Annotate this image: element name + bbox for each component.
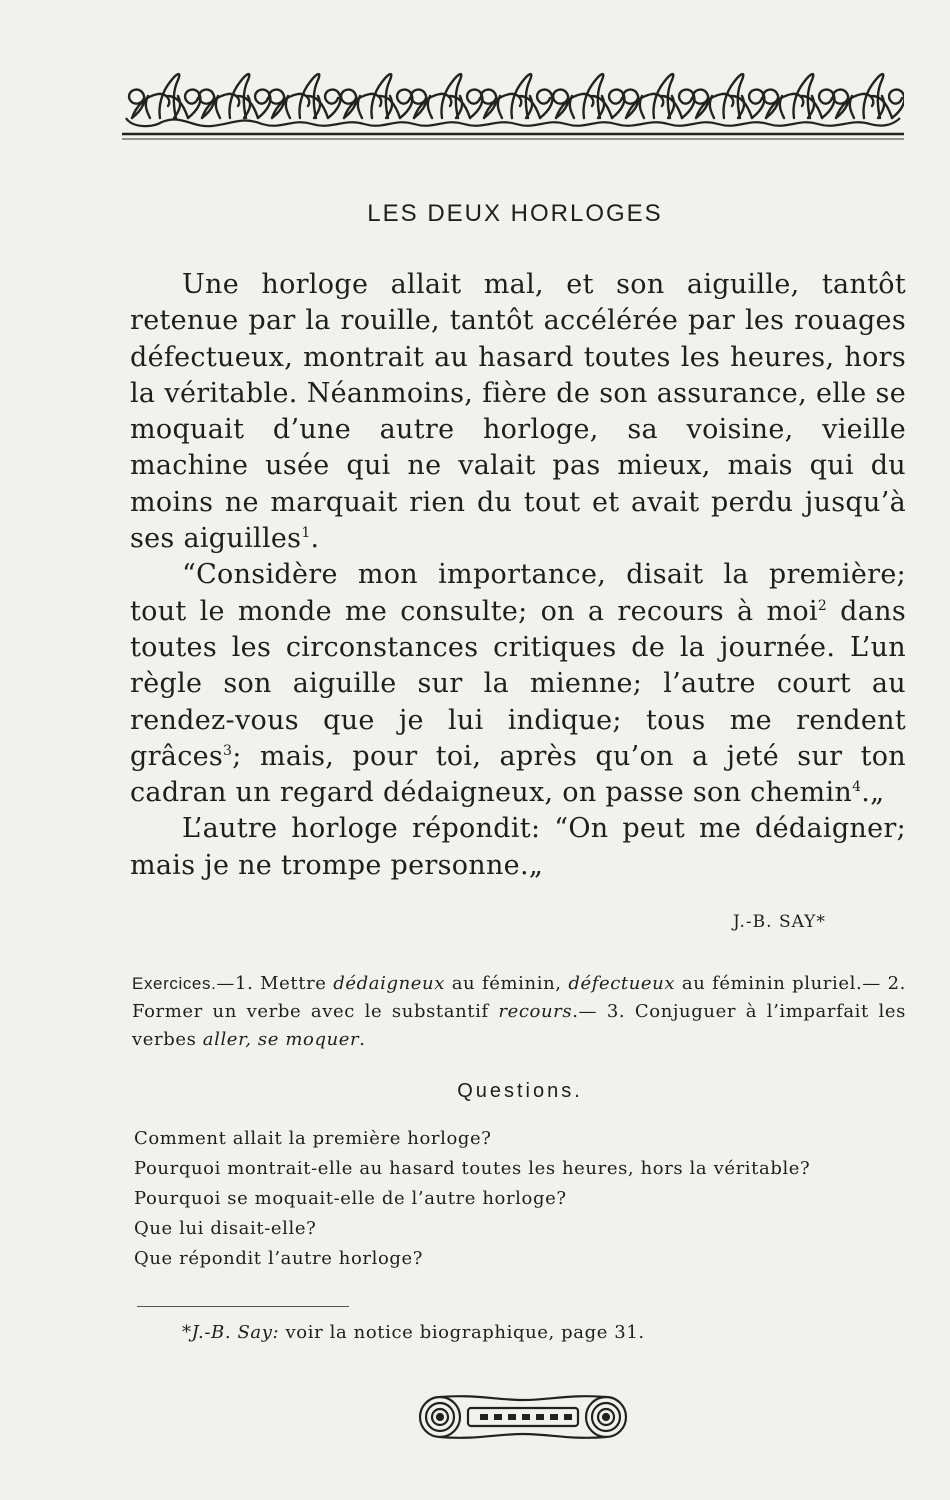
paragraph-3: L’autre horloge répondit: “On peut me dédaigner; mais je ne trompe personne.„ bbox=[130, 813, 906, 881]
footnote-ref-3: 3 bbox=[223, 742, 233, 759]
footnote-ref-1: 1 bbox=[301, 525, 311, 542]
paragraph-2-text-b: dans toutes les circonstances critiques de la journée. L’un règle son aiguille sur la mienne; l’autre court au rendez-vous que je lui indique; tous me rendent grâces bbox=[130, 595, 906, 772]
question-item: Que lui disait-elle? bbox=[134, 1218, 317, 1239]
exercises-label: Exercices. bbox=[132, 974, 217, 993]
footnote-name: *J.-B. Say: bbox=[182, 1322, 280, 1343]
footer-ornament bbox=[416, 1390, 630, 1444]
paragraph-2-text-a: “Considère mon importance, disait la première; tout le monde me consulte; on a recours à moi bbox=[130, 559, 906, 627]
exercises-word-1: dédaigneux bbox=[333, 973, 445, 994]
question-item: Que répondit l’autre horloge? bbox=[134, 1248, 424, 1269]
main-text bbox=[130, 267, 906, 884]
question-item: Comment allait la première horloge? bbox=[134, 1128, 492, 1149]
paragraph-1-text: Une horloge allait mal, et son aiguille, tantôt retenue par la rouille, tantôt accélérée par les rouages défectueux, montrait au hasard toutes les heures, hors la véritable. Néanmoins, fière de son assurance, elle se moquait d’une autre horloge, sa voisine, vieille machine usée qui ne valait pas mieux, mais qui du moins ne marquait rien du tout et avait perdu jusqu’à ses aiguilles bbox=[130, 269, 906, 555]
exercises-text-1: —1. Mettre bbox=[216, 973, 334, 994]
question-item: Pourquoi montrait-elle au hasard toutes les heures, hors la véritable? bbox=[134, 1158, 811, 1179]
exercises-text-2: au féminin, bbox=[444, 973, 569, 994]
footnote bbox=[182, 1322, 645, 1343]
paragraph-2-end: .„ bbox=[861, 777, 885, 809]
exercises-text-4: .— 3. Conjuguer à l’imparfait les verbes bbox=[132, 1001, 906, 1050]
footnote-ref-4: 4 bbox=[852, 779, 862, 796]
exercises-block bbox=[132, 970, 906, 1054]
paragraph-2 bbox=[130, 557, 906, 811]
questions-list bbox=[134, 1124, 914, 1274]
paragraph-2-text-c: ; mais, pour toi, après qu’on a jeté sur ton cadran un regard dédaigneux, on passe son chemin bbox=[130, 740, 906, 809]
footnote-ref-2: 2 bbox=[817, 597, 828, 614]
exercises-word-2: défectueux bbox=[568, 973, 676, 994]
exercises-word-3: recours bbox=[498, 1001, 573, 1022]
question-item: Pourquoi se moquait-elle de l’autre horloge? bbox=[134, 1188, 567, 1209]
footnote-divider bbox=[137, 1306, 349, 1307]
author-signature: J.-B. SAY* bbox=[733, 912, 826, 932]
exercises-text-3: au féminin pluriel.— 2. Former un verbe avec le substantif bbox=[132, 973, 907, 1022]
paragraph-1 bbox=[130, 267, 906, 557]
poem-title: LES DEUX HORLOGES bbox=[367, 200, 663, 227]
questions-heading: Questions. bbox=[457, 1080, 583, 1102]
footnote-text: voir la notice biographique, page 31. bbox=[279, 1322, 645, 1343]
exercises-text-5: . bbox=[359, 1029, 366, 1050]
header-ornament bbox=[122, 66, 904, 146]
exercises-word-4: aller, se moquer bbox=[202, 1029, 360, 1050]
paragraph-1-end: . bbox=[310, 523, 320, 555]
